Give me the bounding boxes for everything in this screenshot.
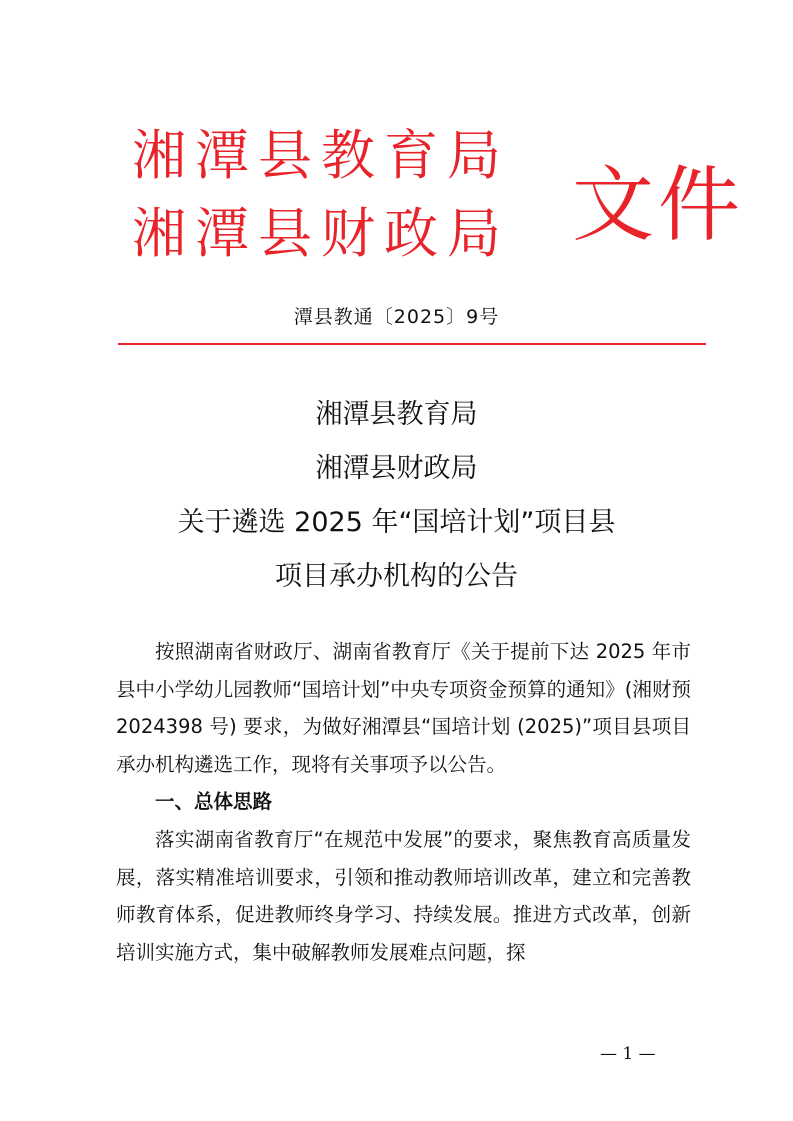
title-line-4: 项目承办机构的公告 [275, 561, 518, 592]
header-red-rule [118, 343, 706, 345]
title-line-3: 关于遴选 2025 年“国培计划”项目县 [177, 507, 616, 538]
document-title [0, 388, 793, 604]
issuer-name-2: 湘潭县财政局 [132, 202, 510, 265]
page-number: — 1 — [600, 1044, 656, 1064]
document-body [116, 633, 691, 971]
section-paragraph-1: 落实湖南省教育厅“在规范中发展”的要求，聚焦教育高质量发展，落实精准培训要求，引领和推动教师培训改革，建立和完善教师教育体系，促进教师终身学习、持续发展。推进方式改革，创新培训实施方式，集中破解教师发展难点问题，探 [116, 827, 691, 964]
section-heading-1: 一、总体思路 [155, 790, 273, 814]
document-number: 潭县教通〔2025〕9号 [293, 306, 500, 328]
issuer-name-1: 湘潭县教育局 [132, 124, 510, 187]
intro-paragraph: 按照湖南省财政厅、湖南省教育厅《关于提前下达 2025 年市县中小学幼儿园教师“国培计划”中央专项资金预算的通知》(湘财预 2024398 号) 要求，为做好湘潭县“国培计划 (2025)”项目县项目承办机构遴选工作，现将有关事项予以公告。 [116, 640, 691, 776]
title-line-1: 湘潭县教育局 [315, 399, 478, 430]
document-word: 文件 [572, 158, 745, 253]
title-line-2: 湘潭县财政局 [315, 453, 478, 484]
